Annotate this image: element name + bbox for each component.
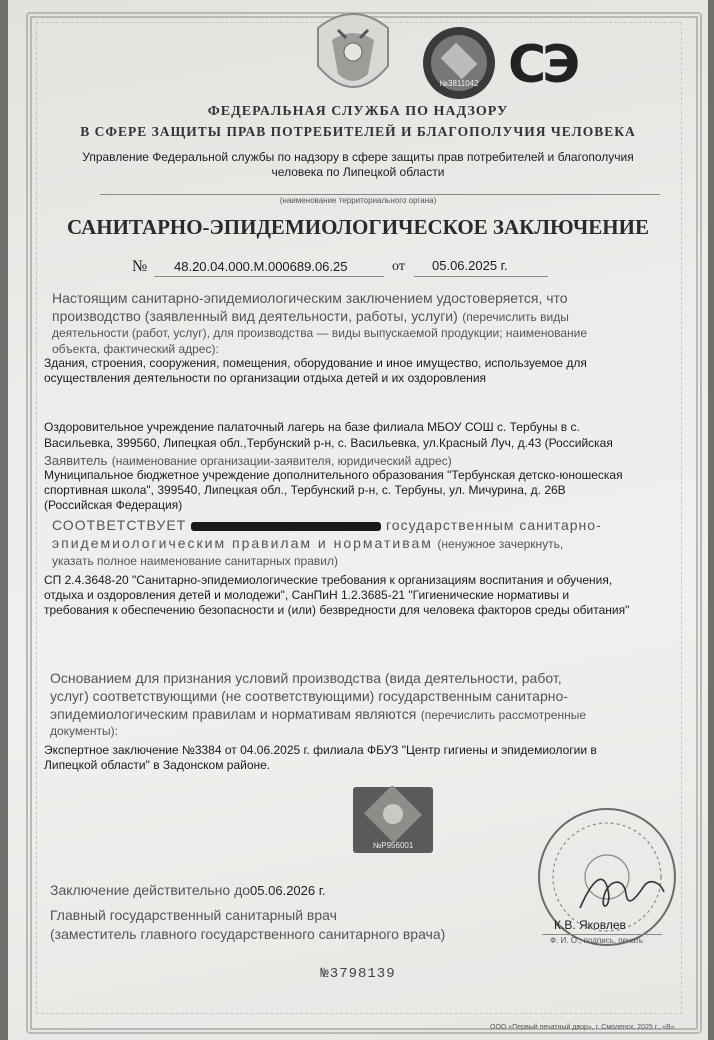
certificate-date: 05.06.2025 г.	[432, 258, 508, 273]
facility-line-2: Васильевка, 399560, Липецкая обл.,Тербунский р-н, с. Васильевка, ул.Красный Луч, д.43 (Российская	[44, 436, 613, 450]
date-underline	[414, 276, 548, 277]
signatory-underline	[542, 934, 662, 935]
compliance-line-2: эпидемиологическим правилам и нормативам	[52, 535, 433, 551]
basis-line-4: документы):	[50, 724, 118, 738]
intro-line-4: объекта, фактический адрес):	[52, 342, 219, 356]
printer-imprint: ООО «Первый печатный двор», г. Смоленск, 2025 г., «В»	[490, 1024, 675, 1031]
hologram-number: №P956001	[372, 841, 414, 850]
department-underline	[100, 194, 660, 195]
basis-line-2: услуг) соответствующими (не соответствующими) государственным санитарно-	[50, 688, 568, 704]
compliance-line-3: указать полное наименование санитарных правил)	[52, 554, 338, 568]
signatory-caption: Ф. И. О., подпись, печать	[550, 936, 644, 945]
compliance-line-1: государственным санитарно-	[386, 517, 602, 533]
signatory-name: К.В. Яковлев	[554, 918, 626, 932]
applicant-line-3: (Российская Федерация)	[44, 498, 183, 512]
applicant-line-1: Муниципальное бюджетное учреждение дополнительного образования "Тербунская детско-юношеская	[44, 468, 623, 482]
round-seal-icon	[420, 24, 498, 102]
intro-line-1: Настоящим санитарно-эпидемиологическим заключением удостоверяется, что	[52, 290, 568, 306]
department-caption: (наименование территориального органа)	[279, 196, 437, 205]
basis-line-3-note: (перечислить рассмотренные	[420, 708, 587, 722]
signature-icon	[574, 868, 670, 918]
intro-line-2: производство (заявленный вид деятельности, работы, услуги)	[52, 308, 458, 324]
se-logo-icon: СЭ	[508, 35, 577, 95]
department-line-2: человека по Липецкой области	[271, 165, 445, 179]
coat-of-arms-icon	[308, 8, 398, 100]
applicant-line-2: спортивная школа", 399540, Липецкая обл., Тербунский р-н, с. Тербуны, ул. Мичурина, д. 26В	[44, 483, 566, 497]
seal-number: №3811042	[439, 79, 479, 88]
certificate-number: 48.20.04.000.М.000689.06.25	[174, 259, 348, 274]
date-label: от	[392, 259, 405, 274]
expert-conclusion-line-2: Липецкой области" в Задонском районе.	[44, 758, 271, 772]
facility-line-1: Оздоровительное учреждение палаточный лагерь на базе филиала МБОУ СОШ с. Тербуны в с.	[44, 420, 580, 434]
rules-line-1: СП 2.4.3648-20 "Санитарно-эпидемиологические требования к организациям воспитания и обучения,	[44, 573, 613, 587]
validity-date: 05.06.2026 г.	[250, 883, 326, 898]
agency-line-1: ФЕДЕРАЛЬНАЯ СЛУЖБА ПО НАДЗОРУ	[207, 104, 509, 119]
signatory-line-1: Главный государственный санитарный врач	[50, 907, 337, 923]
expert-conclusion-line-1: Экспертное заключение №3384 от 04.06.2025 г. филиала ФБУЗ "Центр гигиены и эпидемиологии в	[44, 743, 597, 757]
intro-line-2-note: (перечислить виды	[462, 310, 569, 324]
document-title: САНИТАРНО-ЭПИДЕМИОЛОГИЧЕСКОЕ ЗАКЛЮЧЕНИЕ	[66, 215, 649, 239]
applicant-caption: (наименование организации-заявителя, юридический адрес)	[111, 454, 452, 468]
signatory-line-2: (заместитель главного государственного санитарного врача)	[50, 926, 446, 942]
blank-serial-number: №3798139	[320, 966, 396, 982]
rules-line-3: требования к обеспечению безопасности и (или) безвредности для человека факторов среды обитания"	[44, 603, 630, 617]
object-line-1: Здания, строения, сооружения, помещения, оборудование и иное имущество, используемое для	[44, 356, 587, 370]
hologram-sticker-icon	[352, 786, 434, 854]
number-label: №	[132, 258, 148, 275]
certificate-sheet	[8, 0, 708, 1040]
applicant-label: Заявитель	[44, 453, 108, 468]
basis-line-3: эпидемиологическим правилам и нормативам являются	[50, 706, 417, 722]
basis-line-1: Основанием для признания условий производства (вида деятельности, работ,	[50, 670, 562, 686]
struck-out-option: (НЕ СООТВЕТСТВУЕТ)	[191, 522, 381, 531]
validity-label: Заключение действительно до	[50, 882, 251, 898]
intro-line-3: деятельности (работ, услуг), для производства — виды выпускаемой продукции; наименование	[52, 326, 588, 340]
object-line-2: осуществления деятельности по организации отдыха детей и их оздоровления	[44, 371, 487, 385]
department-line-1: Управление Федеральной службы по надзору в сфере защиты прав потребителей и благополучия	[82, 150, 634, 164]
agency-line-2: В СФЕРЕ ЗАЩИТЫ ПРАВ ПОТРЕБИТЕЛЕЙ И БЛАГОПОЛУЧИЯ ЧЕЛОВЕКА	[80, 124, 636, 139]
compliance-line-2-note: (ненужное зачеркнуть,	[437, 537, 564, 551]
rules-line-2: отдыха и оздоровления детей и молодежи", СанПиН 1.2.3685-21 "Гигиенические нормативы и	[44, 588, 570, 602]
number-underline	[154, 276, 384, 277]
corresponds-word: СООТВЕТСТВУЕТ	[52, 517, 187, 533]
